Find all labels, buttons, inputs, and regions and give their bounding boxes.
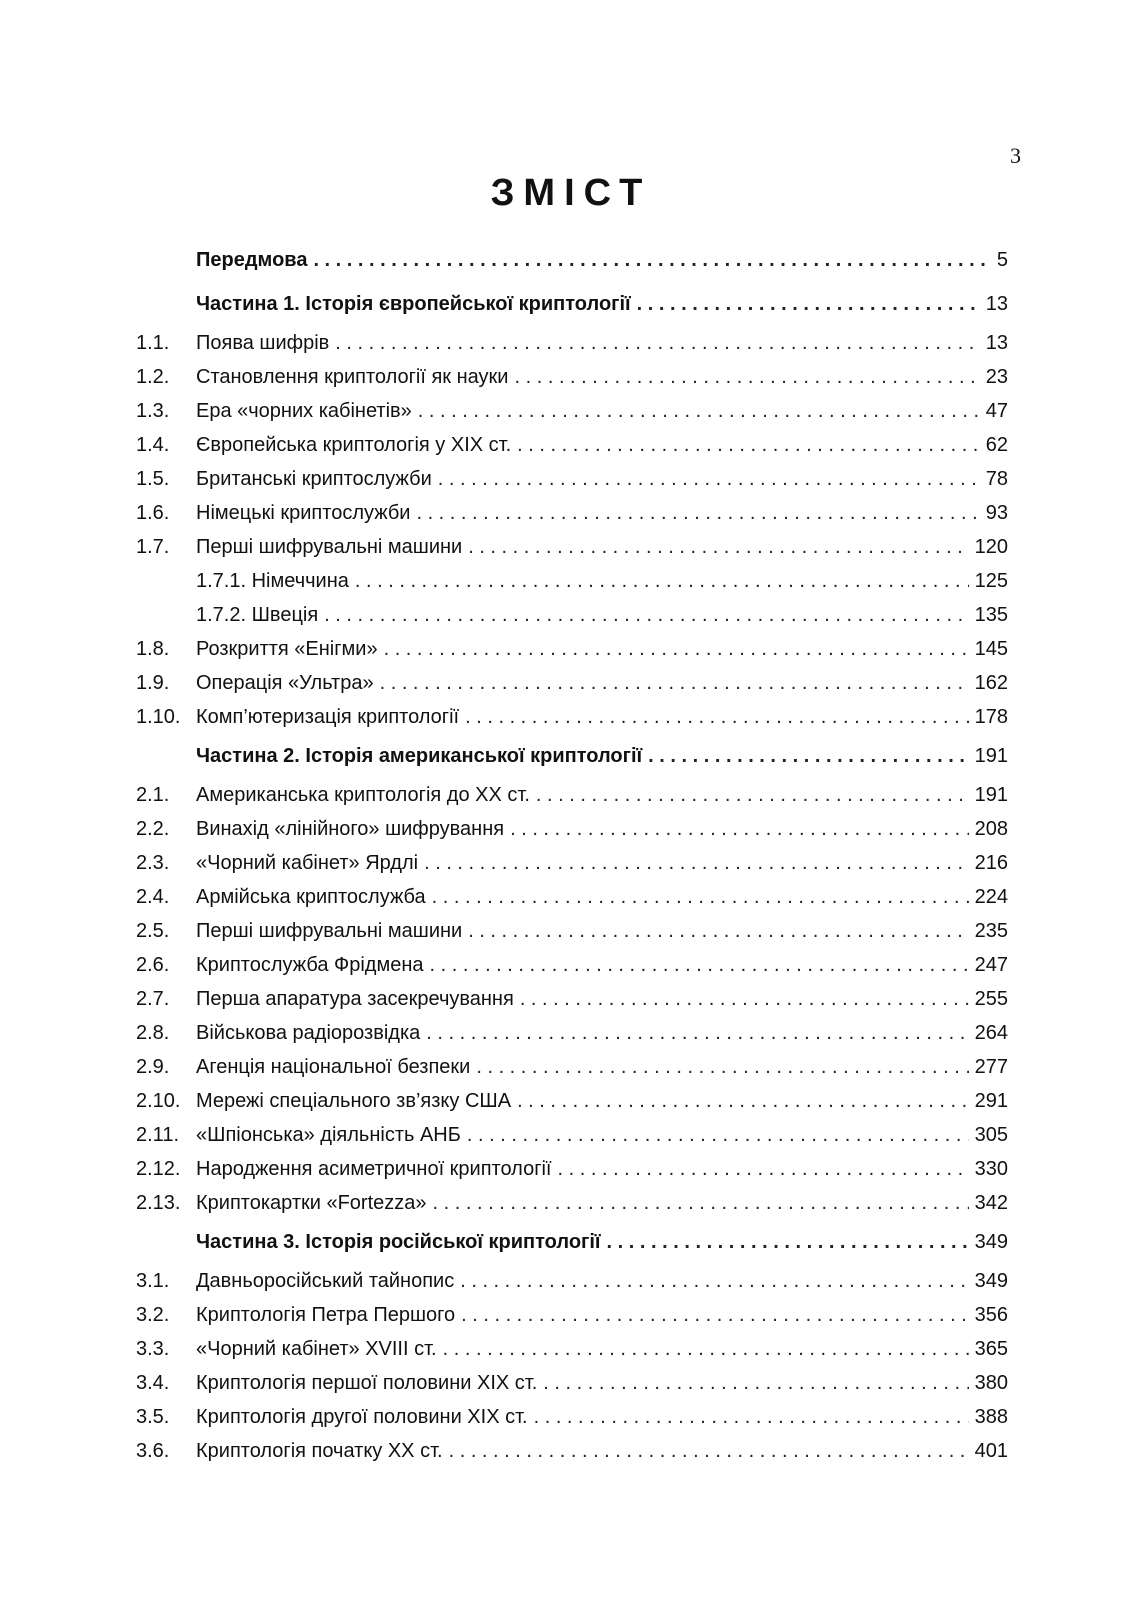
toc-leader-dots (514, 360, 979, 394)
toc-entry-page: 5 (996, 249, 1008, 271)
toc-item-row (136, 812, 1008, 846)
toc-leader-dots (335, 326, 979, 360)
toc-leader-dots (418, 394, 980, 428)
toc-item-row (136, 1016, 1008, 1050)
toc-entry-title: Криптокартки «Fortezza» (196, 1192, 427, 1214)
toc-part-row (136, 282, 1008, 326)
toc-entry-number: 3.6. (136, 1440, 170, 1462)
toc-entry-title: Військова радіорозвідка (196, 1022, 421, 1044)
toc-entry-title: Частина 2. Історія американської криптології (196, 745, 643, 767)
toc-entry-title: Американська криптологія до ХХ ст. (196, 784, 530, 806)
toc-leader-dots (426, 1016, 968, 1050)
toc-leader-dots (558, 1152, 969, 1186)
toc-leader-dots (543, 1366, 968, 1400)
toc-entry-title: «Шпіонська» діяльність АНБ (196, 1124, 461, 1146)
toc-entry-page: 291 (974, 1090, 1008, 1112)
toc-entry-page: 330 (974, 1158, 1008, 1180)
toc-entry-page: 247 (974, 954, 1008, 976)
toc-entry-page: 191 (974, 745, 1008, 767)
toc-entry-title: Поява шифрів (196, 332, 330, 354)
toc-entry-number: 1.5. (136, 468, 170, 490)
toc-item-row (136, 530, 1008, 564)
toc-leader-dots (536, 778, 969, 812)
toc-leader-dots (510, 812, 969, 846)
toc-item-row (136, 394, 1008, 428)
toc-entry-number: 2.2. (136, 818, 170, 840)
toc-entry-number: 1.2. (136, 366, 170, 388)
toc-entry-number: 2.10. (136, 1090, 181, 1112)
toc-entry-title: Європейська криптологія у ХІХ ст. (196, 434, 512, 456)
toc-entry-title: Частина 1. Історія європейської криптології (196, 293, 631, 315)
toc-entry-title: Розкриття «Енігми» (196, 638, 378, 660)
toc-leader-dots (424, 846, 969, 880)
toc-entry-number: 1.3. (136, 400, 170, 422)
toc-entry-title: Криптологія першої половини ХІХ ст. (196, 1372, 538, 1394)
toc-entry-number: 2.4. (136, 886, 170, 908)
toc-entry-title: Армійська криптослужба (196, 886, 426, 908)
toc-entry-page: 264 (974, 1022, 1008, 1044)
toc-item-row (136, 700, 1008, 734)
toc-entry-title: Народження асиметричної криптології (196, 1158, 552, 1180)
toc-entry-title: Німецькі криптослужби (196, 502, 411, 524)
toc-entry-page: 401 (974, 1440, 1008, 1462)
toc-item-row (136, 1152, 1008, 1186)
toc-leader-dots (534, 1400, 969, 1434)
toc-entry-page: 78 (985, 468, 1008, 490)
toc-entry-number: 3.2. (136, 1304, 170, 1326)
toc-subitem-row (136, 598, 1008, 632)
toc-entry-page: 349 (974, 1231, 1008, 1253)
toc-entry-title: Винахід «лінійного» шифрування (196, 818, 505, 840)
toc-item-row (136, 880, 1008, 914)
toc-entry-title: Агенція національної безпеки (196, 1056, 471, 1078)
toc-entry-title: Криптологія початку ХХ ст. (196, 1440, 443, 1462)
toc-entry-title: Передмова (196, 249, 308, 271)
toc-leader-dots (517, 428, 980, 462)
toc-leader-dots (449, 1434, 969, 1468)
toc-entry-number: 1.1. (136, 332, 170, 354)
toc-leader-dots (465, 700, 969, 734)
toc-leader-dots (324, 598, 968, 632)
toc-entry-title: Перші шифрувальні машини (196, 536, 463, 558)
toc-entry-page: 305 (974, 1124, 1008, 1146)
toc-entry-page: 162 (974, 672, 1008, 694)
toc-entry-title: Становлення криптології як науки (196, 366, 509, 388)
toc-item-row (136, 1400, 1008, 1434)
toc-item-row (136, 1264, 1008, 1298)
toc-entry-number: 2.11. (136, 1124, 179, 1146)
toc-leader-dots (313, 238, 990, 282)
toc-entry-page: 356 (974, 1304, 1008, 1326)
toc-item-row (136, 632, 1008, 666)
toc-item-row (136, 326, 1008, 360)
toc-leader-dots (380, 666, 969, 700)
toc-entry-page: 216 (974, 852, 1008, 874)
toc-item-row (136, 1084, 1008, 1118)
toc-entry-number: 1.9. (136, 672, 170, 694)
toc-entry-title: Перші шифрувальні машини (196, 920, 463, 942)
toc-entry-number: 1.8. (136, 638, 170, 660)
toc-entry-number: 2.8. (136, 1022, 170, 1044)
toc-entry-page: 178 (974, 706, 1008, 728)
toc-leader-dots (443, 1332, 969, 1366)
toc-entry-number: 2.1. (136, 784, 170, 806)
toc-leader-dots (460, 1264, 968, 1298)
toc-entry-page: 224 (974, 886, 1008, 908)
toc-entry-number: 2.13. (136, 1192, 181, 1214)
toc-item-row (136, 982, 1008, 1016)
toc-entry-page: 93 (985, 502, 1008, 524)
toc-entry-number: 2.9. (136, 1056, 170, 1078)
toc-item-row (136, 666, 1008, 700)
toc-item-row (136, 914, 1008, 948)
toc-item-row (136, 1050, 1008, 1084)
toc-entry-title: Ера «чорних кабінетів» (196, 400, 412, 422)
toc-entry-title: Перша апаратура засекречування (196, 988, 514, 1010)
toc-leader-dots (432, 880, 969, 914)
toc-entry-number: 3.3. (136, 1338, 170, 1360)
toc-entry-page: 380 (974, 1372, 1008, 1394)
toc-entry-page: 191 (974, 784, 1008, 806)
toc-item-row (136, 1434, 1008, 1468)
toc-leader-dots (468, 530, 968, 564)
toc-part-row (136, 1220, 1008, 1264)
toc-leader-dots (430, 948, 969, 982)
toc-leader-dots (355, 564, 969, 598)
toc-entry-title: 1.7.2. Швеція (196, 604, 319, 626)
toc-leader-dots (416, 496, 979, 530)
toc-entry-title: Британські криптослужби (196, 468, 432, 490)
toc-entry-page: 145 (974, 638, 1008, 660)
toc-entry-page: 208 (974, 818, 1008, 840)
toc-item-row (136, 948, 1008, 982)
toc-entry-title: Криптологія другої половини ХІХ ст. (196, 1406, 528, 1428)
toc-entry-title: Комп’ютеризація криптології (196, 706, 460, 728)
toc-leader-dots (476, 1050, 968, 1084)
toc-entry-title: Частина 3. Історія російської криптології (196, 1231, 601, 1253)
toc-entry-page: 342 (974, 1192, 1008, 1214)
toc-subitem-row (136, 564, 1008, 598)
toc-item-row (136, 1366, 1008, 1400)
toc-entry-number: 3.4. (136, 1372, 170, 1394)
toc-leader-dots (648, 734, 968, 778)
toc-leader-dots (433, 1186, 969, 1220)
toc-entry-title: Криптологія Петра Першого (196, 1304, 456, 1326)
toc-entry-page: 135 (974, 604, 1008, 626)
toc-entry-title: Мережі спеціального зв’язку США (196, 1090, 512, 1112)
toc-leader-dots (384, 632, 969, 666)
toc-entry-page: 365 (974, 1338, 1008, 1360)
toc-entry-title: Операція «Ультра» (196, 672, 374, 694)
toc-item-row (136, 496, 1008, 530)
toc-item-row (136, 778, 1008, 812)
toc-entry-number: 1.4. (136, 434, 170, 456)
toc-entry-page: 125 (974, 570, 1008, 592)
toc-entry-page: 13 (985, 293, 1008, 315)
toc-entry-page: 235 (974, 920, 1008, 942)
toc-entry-title: Криптослужба Фрідмена (196, 954, 424, 976)
toc-item-row (136, 462, 1008, 496)
toc-entry-page: 62 (985, 434, 1008, 456)
toc-entry-number: 2.5. (136, 920, 170, 942)
toc-leader-dots (461, 1298, 969, 1332)
toc-leader-dots (468, 914, 968, 948)
toc-entry-number: 1.10. (136, 706, 181, 728)
toc-leader-dots (438, 462, 980, 496)
toc-entry-title: «Чорний кабінет» Ярдлі (196, 852, 419, 874)
toc-item-row (136, 1332, 1008, 1366)
toc-leader-dots (607, 1220, 969, 1264)
toc-entry-title: Давньоросійський тайнопис (196, 1270, 455, 1292)
toc-entry-number: 3.1. (136, 1270, 170, 1292)
toc-item-row (136, 1118, 1008, 1152)
toc-leader-dots (467, 1118, 969, 1152)
toc-leader-dots (517, 1084, 969, 1118)
toc-entry-number: 2.3. (136, 852, 170, 874)
toc-entry-page: 23 (985, 366, 1008, 388)
toc-leader-dots (520, 982, 969, 1016)
toc-entry-number: 2.6. (136, 954, 170, 976)
toc-entry-title: «Чорний кабінет» XVIII ст. (196, 1338, 437, 1360)
page-number: 3 (1010, 143, 1021, 168)
toc-leader-dots (637, 282, 980, 326)
toc-entry-number: 2.12. (136, 1158, 181, 1180)
toc-entry-page: 388 (974, 1406, 1008, 1428)
toc-part-row (136, 734, 1008, 778)
toc-entry-title: 1.7.1. Німеччина (196, 570, 349, 592)
toc-part-row (136, 238, 1008, 282)
table-of-contents (136, 238, 1008, 1468)
toc-entry-page: 120 (974, 536, 1008, 558)
toc-entry-number: 3.5. (136, 1406, 170, 1428)
toc-item-row (136, 360, 1008, 394)
toc-entry-page: 277 (974, 1056, 1008, 1078)
toc-item-row (136, 1298, 1008, 1332)
toc-item-row (136, 1186, 1008, 1220)
toc-entry-number: 2.7. (136, 988, 170, 1010)
toc-entry-page: 349 (974, 1270, 1008, 1292)
toc-entry-number: 1.7. (136, 536, 170, 558)
toc-item-row (136, 846, 1008, 880)
page-title: ЗМІСТ (490, 172, 652, 214)
toc-entry-page: 255 (974, 988, 1008, 1010)
toc-item-row (136, 428, 1008, 462)
toc-entry-page: 47 (985, 400, 1008, 422)
toc-entry-number: 1.6. (136, 502, 170, 524)
toc-entry-page: 13 (985, 332, 1008, 354)
